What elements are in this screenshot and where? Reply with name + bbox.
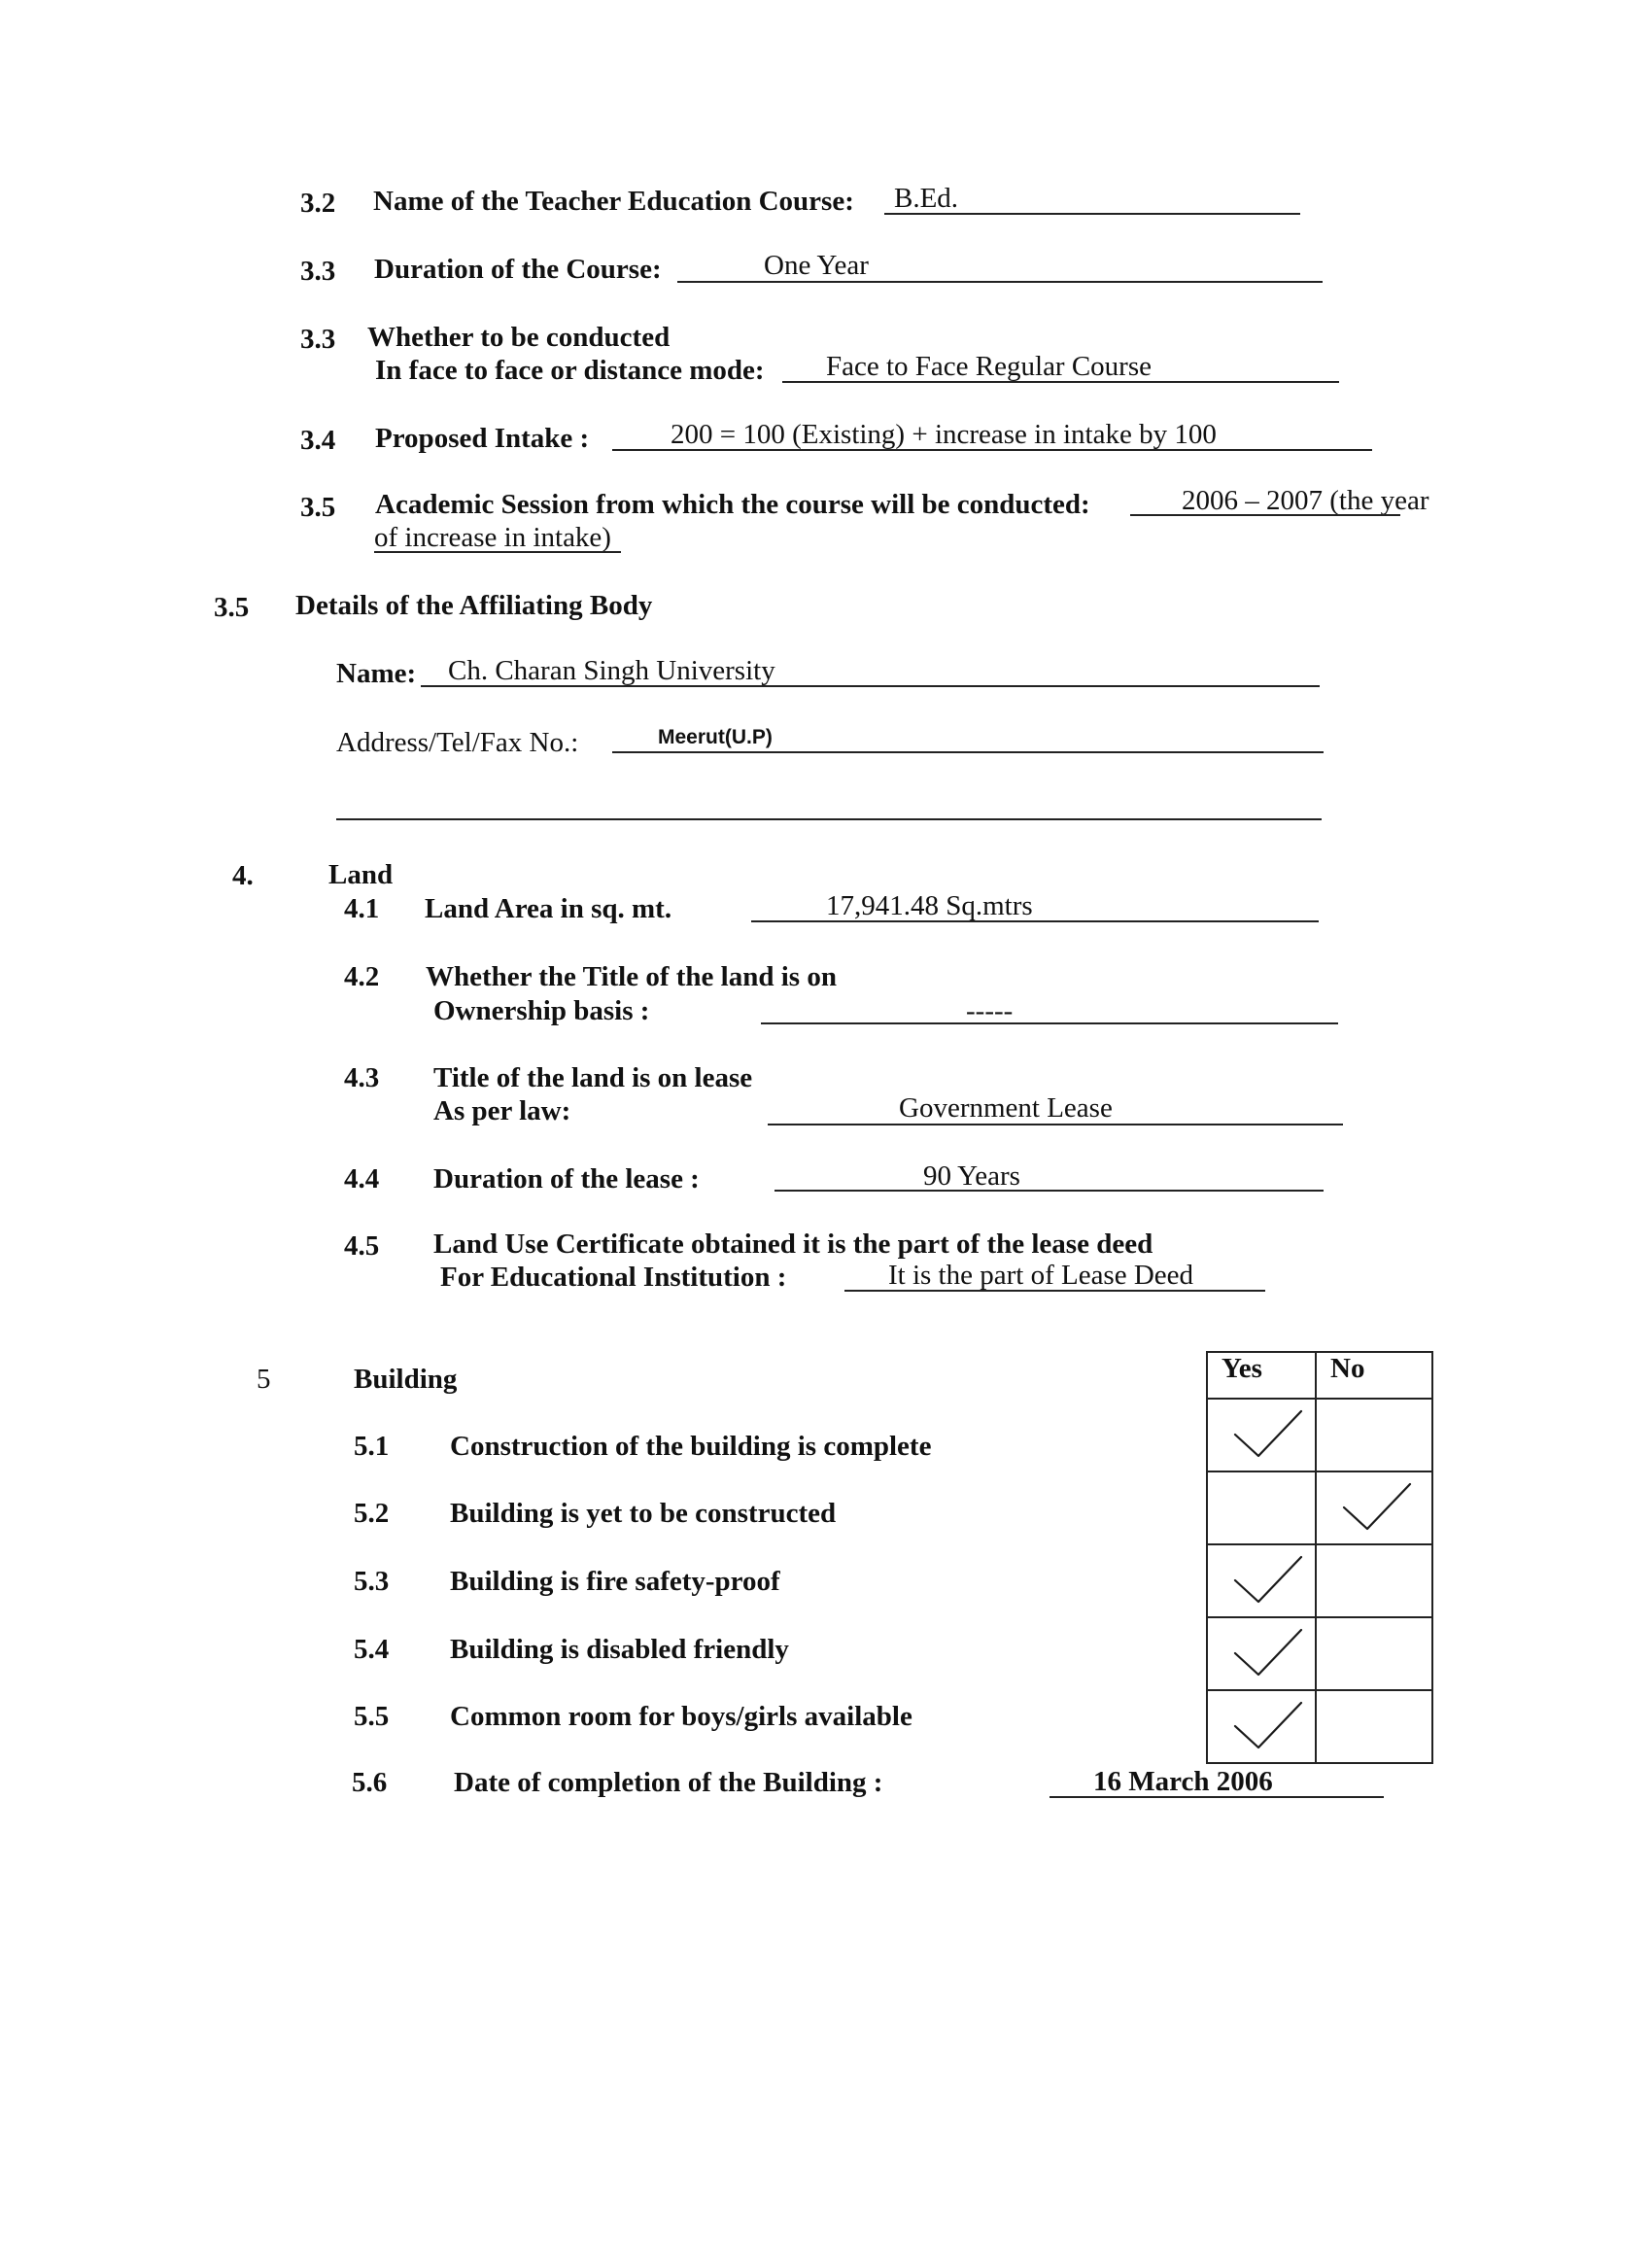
item-3-5-value-line2: of increase in intake): [374, 522, 611, 553]
land-4-2-label2: Ownership basis :: [433, 995, 650, 1026]
check-mark-icon: [1342, 1482, 1412, 1535]
column-header-no: No: [1316, 1352, 1432, 1399]
land-4-4-underline: [774, 1190, 1324, 1192]
check-mark-icon: [1233, 1409, 1303, 1462]
item-3-2-value: B.Ed.: [894, 183, 959, 214]
item-3-2-underline: [884, 213, 1300, 215]
building-number: 5: [257, 1364, 271, 1395]
land-4-5-label2: For Educational Institution :: [440, 1262, 787, 1293]
item-3-3b-label2: In face to face or distance mode:: [375, 355, 765, 386]
checkbox-5-1-no[interactable]: [1316, 1399, 1432, 1471]
item-3-3-underline: [677, 281, 1323, 283]
land-4-4-label: Duration of the lease :: [433, 1163, 700, 1194]
check-mark-icon: [1233, 1628, 1303, 1680]
building-5-4-label: Building is disabled friendly: [450, 1634, 789, 1665]
building-5-6-label: Date of completion of the Building :: [454, 1767, 883, 1798]
land-4-2-number: 4.2: [344, 961, 380, 992]
item-3-3b-value: Face to Face Regular Course: [826, 351, 1153, 382]
item-3-4-label: Proposed Intake :: [375, 423, 590, 454]
affiliating-address-label: Address/Tel/Fax No.:: [336, 727, 579, 758]
land-4-2-underline: [761, 1022, 1338, 1024]
land-4-5-value: It is the part of Lease Deed: [888, 1260, 1194, 1291]
item-3-4-number: 3.4: [300, 425, 336, 456]
land-4-3-label1: Title of the land is on lease: [433, 1062, 753, 1093]
land-4-2-value: -----: [966, 995, 1014, 1026]
item-3-3b-number: 3.3: [300, 324, 336, 355]
land-4-1-label: Land Area in sq. mt.: [425, 893, 672, 924]
item-3-3-label: Duration of the Course:: [374, 254, 662, 285]
checkbox-5-5-no[interactable]: [1316, 1690, 1432, 1763]
item-3-3-value: One Year: [764, 250, 869, 281]
checkbox-5-5-yes[interactable]: [1207, 1690, 1316, 1763]
building-5-3-number: 5.3: [354, 1566, 390, 1597]
affiliating-title: Details of the Affiliating Body: [295, 590, 653, 621]
building-5-1-number: 5.1: [354, 1431, 390, 1462]
building-5-2-label: Building is yet to be constructed: [450, 1498, 837, 1529]
land-4-1-value: 17,941.48 Sq.mtrs: [826, 890, 1033, 921]
affiliating-name-value: Ch. Charan Singh University: [448, 655, 775, 686]
check-mark-icon: [1233, 1701, 1303, 1753]
building-title: Building: [354, 1364, 458, 1395]
land-4-3-underline: [768, 1124, 1343, 1125]
building-5-6-number: 5.6: [352, 1767, 388, 1798]
item-3-5-number: 3.5: [300, 492, 336, 523]
checkbox-5-3-yes[interactable]: [1207, 1544, 1316, 1617]
affiliating-blank-line: [336, 818, 1322, 820]
building-5-4-number: 5.4: [354, 1634, 390, 1665]
building-5-1-label: Construction of the building is complete: [450, 1431, 932, 1462]
checkbox-5-1-yes[interactable]: [1207, 1399, 1316, 1471]
land-4-3-label2: As per law:: [433, 1095, 571, 1126]
building-5-6-underline: [1050, 1796, 1384, 1798]
item-3-3-number: 3.3: [300, 256, 336, 287]
land-4-3-number: 4.3: [344, 1062, 380, 1093]
item-3-5-value-line1: 2006 – 2007 (the year: [1182, 485, 1429, 516]
affiliating-number: 3.5: [214, 592, 250, 623]
item-3-4-underline: [612, 449, 1372, 451]
item-3-5-underline2: [374, 551, 621, 553]
item-3-2-number: 3.2: [300, 188, 336, 219]
land-4-1-number: 4.1: [344, 893, 380, 924]
building-5-5-number: 5.5: [354, 1701, 390, 1732]
item-3-3b-label1: Whether to be conducted: [367, 322, 671, 353]
land-4-3-value: Government Lease: [899, 1092, 1113, 1124]
building-5-6-value: 16 March 2006: [1093, 1766, 1273, 1797]
land-4-1-underline: [751, 920, 1319, 922]
land-4-4-value: 90 Years: [923, 1160, 1020, 1192]
checkbox-5-2-no[interactable]: [1316, 1471, 1432, 1544]
checkbox-5-2-yes[interactable]: [1207, 1471, 1316, 1544]
checkbox-5-3-no[interactable]: [1316, 1544, 1432, 1617]
item-3-5-underline1: [1130, 514, 1400, 516]
land-4-2-label1: Whether the Title of the land is on: [426, 961, 837, 992]
building-5-3-label: Building is fire safety-proof: [450, 1566, 780, 1597]
item-3-2-label: Name of the Teacher Education Course:: [373, 186, 854, 217]
building-5-2-number: 5.2: [354, 1498, 390, 1529]
affiliating-name-underline: [421, 685, 1320, 687]
item-3-5-label: Academic Session from which the course will be conducted:: [375, 489, 1090, 520]
affiliating-name-label: Name:: [336, 658, 417, 689]
affiliating-address-value: Meerut(U.P): [658, 726, 773, 748]
land-4-4-number: 4.4: [344, 1163, 380, 1194]
land-4-5-underline: [844, 1290, 1265, 1292]
item-3-4-value: 200 = 100 (Existing) + increase in intake by 100: [671, 419, 1217, 450]
building-5-5-label: Common room for boys/girls available: [450, 1701, 912, 1732]
column-header-yes: Yes: [1207, 1352, 1316, 1399]
building-yes-no-table: [1206, 1351, 1433, 1764]
item-3-3b-underline: [782, 381, 1339, 383]
affiliating-address-underline: [612, 751, 1324, 753]
checkbox-5-4-no[interactable]: [1316, 1617, 1432, 1690]
checkbox-5-4-yes[interactable]: [1207, 1617, 1316, 1690]
check-mark-icon: [1233, 1555, 1303, 1608]
land-4-5-number: 4.5: [344, 1230, 380, 1262]
land-title: Land: [328, 859, 394, 890]
land-number: 4.: [232, 860, 254, 891]
land-4-5-label1: Land Use Certificate obtained it is the part of the lease deed: [433, 1229, 1153, 1260]
